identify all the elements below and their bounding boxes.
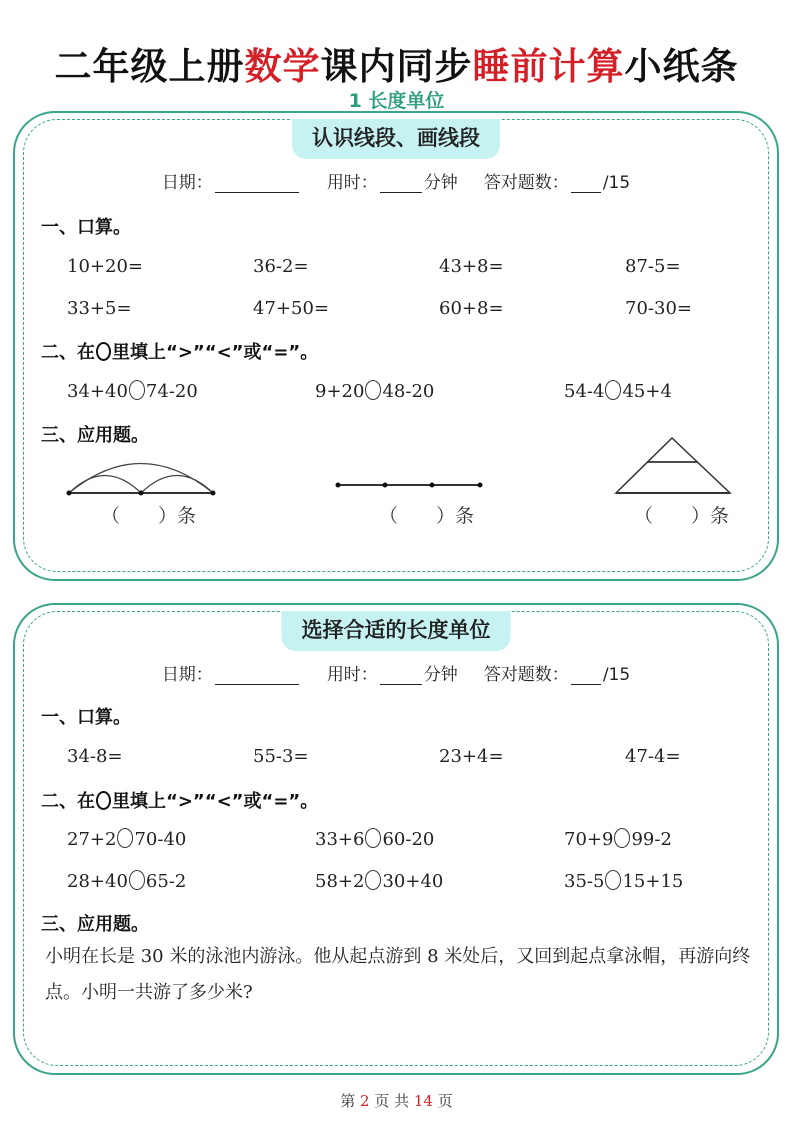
score-field[interactable] [571, 667, 601, 685]
answer-blank[interactable]: （ ）条 [634, 505, 730, 527]
meta-row [15, 660, 777, 685]
compare-problem: 33+6 60-20 [315, 829, 435, 850]
problem: 43+8= [439, 256, 504, 277]
score-total: /15 [602, 665, 631, 685]
problem: 36-2= [253, 256, 309, 277]
card-tab-title: 选择合适的长度单位 [282, 611, 511, 651]
score-label: 答对题数： [483, 665, 569, 685]
problem: 10+20= [67, 256, 143, 277]
circle-icon [96, 342, 111, 361]
score-total: /15 [602, 173, 631, 193]
section-heading-mental-math: 一、口算。 [41, 707, 131, 728]
answer-circle[interactable] [365, 380, 381, 400]
time-field[interactable] [380, 667, 422, 685]
answer-circle[interactable] [129, 380, 145, 400]
answer-blank[interactable]: （ ）条 [379, 505, 475, 527]
worksheet-card-2 [13, 603, 779, 1075]
problem: 55-3= [253, 746, 309, 767]
problem: 34-8= [67, 746, 123, 767]
compare-problem: 34+40 74-20 [67, 381, 198, 402]
problem: 70-30= [625, 298, 692, 319]
section-heading-application: 三、应用题。 [41, 914, 149, 935]
score-field[interactable] [571, 175, 601, 193]
circle-icon [96, 791, 111, 810]
time-field[interactable] [380, 175, 422, 193]
section-heading-mental-math: 一、口算。 [41, 217, 131, 238]
answer-circle[interactable] [129, 870, 145, 890]
compare-problem: 28+40 65-2 [67, 871, 187, 892]
card-tab-title: 认识线段、画线段 [292, 119, 500, 159]
problem: 47+50= [253, 298, 329, 319]
problem: 87-5= [625, 256, 681, 277]
compare-problem: 35-5 15+15 [564, 871, 684, 892]
problem: 33+5= [67, 298, 132, 319]
problem: 23+4= [439, 746, 504, 767]
unit-subtitle: 1 长度单位 [348, 90, 445, 112]
total-pages: 14 [413, 1092, 433, 1110]
date-label: 日期： [161, 173, 213, 193]
title-part-highlight: 数学 [244, 45, 321, 88]
section-heading-compare: 二、在 里填上“>”“<”或“=”。 [41, 791, 319, 812]
compare-problem: 54-4 45+4 [564, 381, 672, 402]
answer-circle[interactable] [614, 828, 630, 848]
date-field[interactable] [215, 175, 299, 193]
title-part-highlight: 睡前计算 [472, 45, 625, 88]
compare-problem: 27+2 70-40 [67, 829, 187, 850]
triangle-figure-icon [613, 435, 735, 497]
date-field[interactable] [215, 667, 299, 685]
time-unit: 分钟 [423, 665, 458, 685]
title-part: 课内同步 [320, 45, 473, 88]
answer-circle[interactable] [365, 870, 381, 890]
time-label: 用时： [326, 665, 378, 685]
section-heading-application: 三、应用题。 [41, 425, 149, 446]
dotted-line-figure-icon [335, 478, 485, 492]
answer-circle[interactable] [117, 828, 133, 848]
answer-circle[interactable] [605, 380, 621, 400]
page-title [0, 36, 793, 90]
score-label: 答对题数： [483, 173, 569, 193]
arc-segments-figure-icon [65, 448, 220, 498]
time-unit: 分钟 [423, 173, 458, 193]
answer-blank[interactable]: （ ）条 [101, 505, 197, 527]
title-part: 二年级上册 [54, 45, 245, 88]
compare-problem: 58+2 30+40 [315, 871, 444, 892]
compare-problem: 70+9 99-2 [564, 829, 672, 850]
word-problem-text: 小明在长是 30 米的泳池内游泳。他从起点游到 8 米处后，又回到起点拿泳帽，再游向终点。小明一共游了多少米? [45, 946, 751, 1003]
current-page: 2 [360, 1092, 370, 1110]
answer-circle[interactable] [365, 828, 381, 848]
compare-problem: 9+20 48-20 [315, 381, 435, 402]
problem: 60+8= [439, 298, 504, 319]
title-part: 小纸条 [624, 45, 739, 88]
time-label: 用时： [326, 173, 378, 193]
problem: 47-4= [625, 746, 681, 767]
date-label: 日期： [161, 665, 213, 685]
meta-row [15, 168, 777, 193]
section-heading-compare: 二、在 里填上“>”“<”或“=”。 [41, 342, 319, 363]
worksheet-card-1 [13, 111, 779, 581]
answer-circle[interactable] [605, 870, 621, 890]
page-footer: 第 2 页 共 14 页 [340, 1092, 453, 1110]
